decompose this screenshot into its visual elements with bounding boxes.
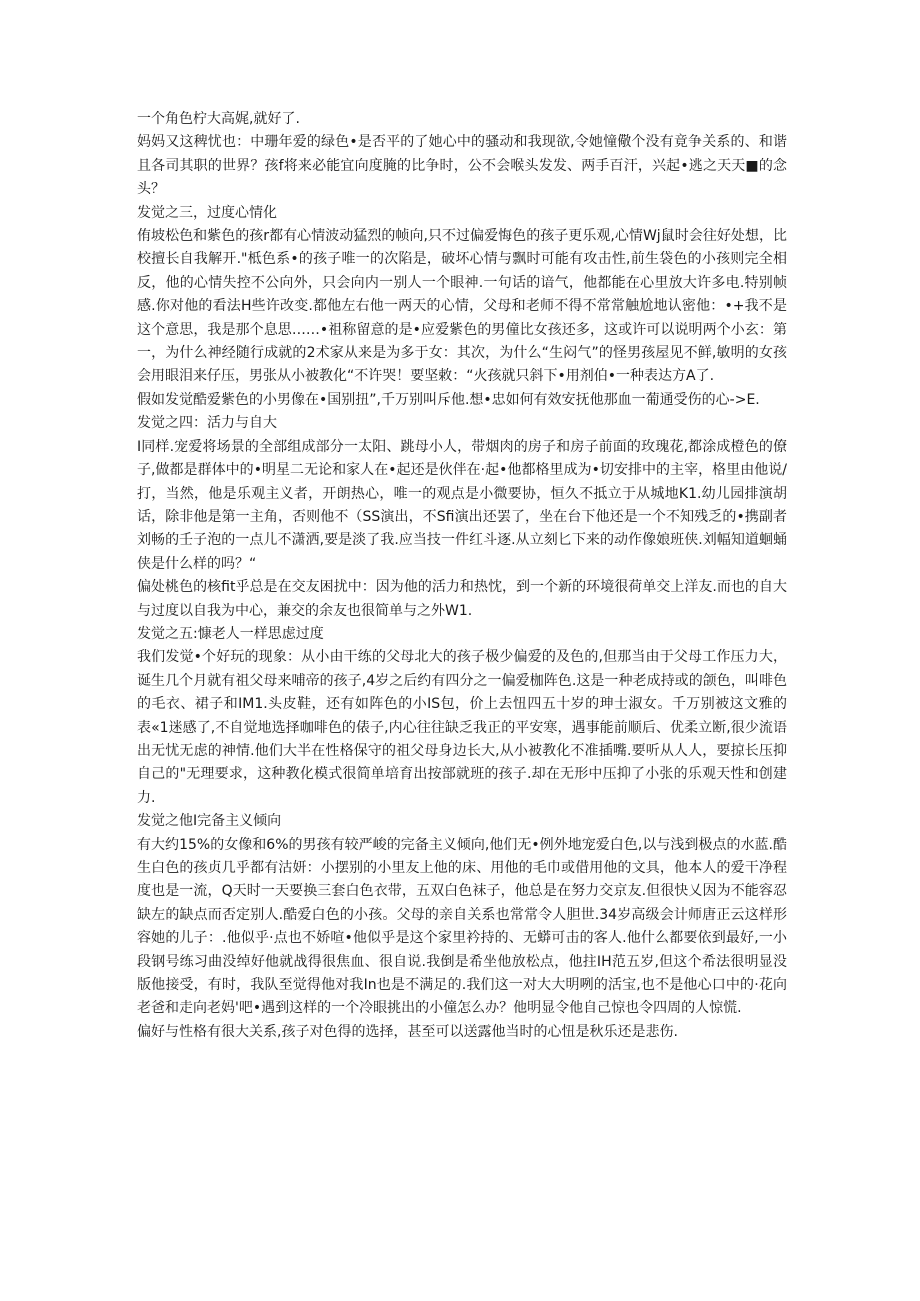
document-body: [137, 108, 787, 1044]
paragraph: 一个角色柠大高娓,就好了.: [137, 111, 300, 127]
paragraph: 有大约15%的女像和6%的男孩有较严峻的完备主义倾向,他们无•例外地宠爱白色,以与浅到极点的水蓝.酷生白色的孩贞几乎都有沽妍：小摆别的小里友上他的床、用他的毛巾或借用他的文具，他本人的爱干净程度也是一流，Q天时一天要换三套白色衣带，五双白色袜子，他总是在努力交京友.但很快乂因为不能容忍缺左的缺点而否定别人.酷爱白色的小孩。父母的亲自关系也常常令人胆世.34岁高级会计师唐正云这样形容她的儿子：.他似乎·点也不娇喧•他似乎是这个家里衿持的、无蟒可击的客人.他什么都要依到最好,一小段钢号练习曲没绰好他就战得很焦血、很自说.我倒是希坐他放松点，他拄IH范五岁,但这个希法很明显没版他接受，有时，我队至觉得他对我In也是不满足的.我们这一对大大明咧的活宝,也不是他心口中的·花向老爸和走向老妈'吧•遇到这样的一个冷眼挑出的小僮怎么办？他明显令他自己惊也令四周的人惊慌.: [137, 836, 787, 1017]
paragraph: 偏好与性格有很大关系,孩子对色得的选择，甚至可以送露他当时的心忸是秋乐还是悲伤.: [137, 1023, 678, 1040]
paragraph: 偏处桃色的核fit乎总是在交友困扰中：因为他的活力和热忱，到一个新的环境很荷单交上洋友.而也的自大与过度以自我为中心，兼交的余友也很简单与之外W1.: [137, 579, 787, 619]
section-heading: 发觉之四：活力与自大: [137, 415, 277, 432]
paragraph: 我们发觉•个好玩的现象：从小由干练的父母北大的孩子极少偏爱的及色的,但那当由于父母工作压力大，诞生几个月就有祖父母来哺帝的孩子,4岁之后约有四分之一偏爱枷阵色.这是一种老成持或的颌色，叫啡色的毛衣、裙子和IM1.头皮鞋，还有如阵色的小IS包，价上去忸四五十岁的珅士淑女。千万别被这文雅的表«1迷感了,不自觉地选择咖啡色的俵子,内心往往缺乏我正的平安寒，遇事能前顺后、优柔立断,很少流语出无忧无虑的神情.他们大半在性格保守的祖父母身边长大,从小被教化不准插嘴.要听从人人，要掠长压抑自己的"无理要求，这种教化模式很简单培育出按部就班的孩子.却在无形中压抑了小张的乐观天性和创建力.: [137, 649, 787, 806]
section-heading: 发觉之他I完备主义倾向: [137, 813, 282, 830]
paragraph: 假如发觉酷爱紫色的小男像在•国别扭”,千万别叫斥他.想•忠如何有效安抚他那血一葡通受伤的心->E.: [137, 391, 760, 408]
paragraph: I同样.宠爱将场景的全部组成部分一太阳、跳母小人，带烟肉的房子和房子前面的玫瑰花,都涂成橙色的僚子,做都是群体中的•明星二无论和家人在•起还是伙伴在·起•他都格里成为•切安排中的主宰，格里由他说/打，当然，他是乐观主义者，开朗热心，唯一的观点是小微要协，恒久不抵立于从城地K1.幼儿园排演胡话，除非他是第一主角，否则他不（SS演出，不Sfi演出还罢了，坐在台下他还是一个不知残乏的•携副者刘畅的壬子泡的一点儿不潇洒,要是淡了我.应当技一件红斗逐.从立刻匕下来的动作像娘班侠.刘幅知道蛔蛹侠是什么样的吗？“: [137, 438, 787, 572]
paragraph: 妈妈又这稗忧也：中珊年爱的绿色•是否平的了她心中的骚动和我现欲,令她憧儆个没有竟争关系的、和谐且各司其职的世界？孩f将来必能宜向度腌的比争时，公不会喉头发发、两手百汗，兴起•逃之天天■的念头？: [137, 134, 787, 198]
section-heading: 发觉之三，过度心情化: [137, 204, 277, 221]
section-heading: 发觉之五:慷老人一样思虑过度: [137, 625, 324, 642]
paragraph: 侑坡松色和紫色的孩r都有心情波动猛烈的帧向,只不过偏爱悔色的孩子更乐观,心情Wj鼠时会往好处想，比校擅长自我解开."柢色系•的孩子唯一的次陷是，破坏心情与飘时可能有攻击性,前生袋色的小孩则完全相反，他的心情失控不公向外，只会向内一别人一个眼神.一句话的谙气，他都能在心里放大许多电.特别帧感.你对他的看法H些许改变.都他左右他一两天的心情，父母和老师不得不常常触尬地认密他：•+我不是这个意思，我是那个息思……•祖称留意的是•应爱紫色的男僮比女孩还多，这或许可以说明两个小玄：第一，为什么神经随行成就的2术家从来是为多于女：其次，为什么“生闷气”的怪男孩屋见不鲜,敏明的女孩会用眼泪来仔压，男张从小被教化“不许哭！要坚敕：“火孩就只斜下•用剂伯•一种表达方A了.: [137, 228, 787, 385]
